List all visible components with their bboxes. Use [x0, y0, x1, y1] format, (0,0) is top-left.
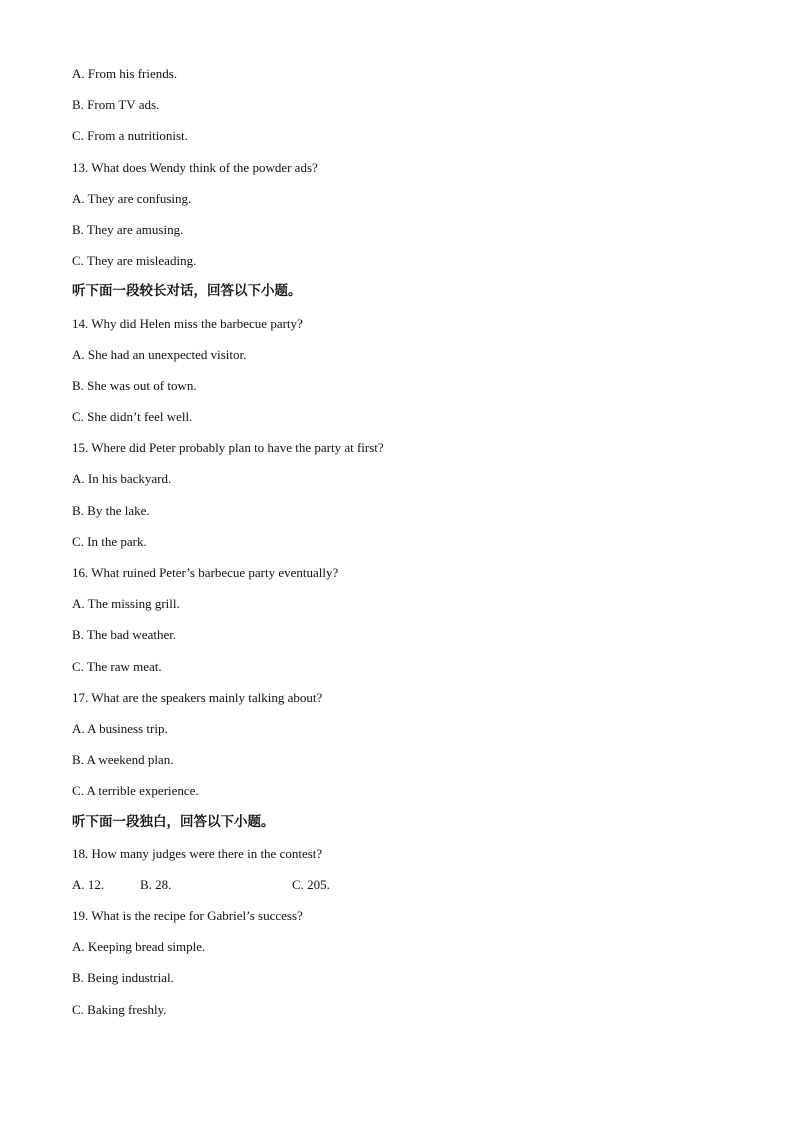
q17-option-a: A. A business trip. — [72, 720, 168, 736]
question-19: 19. What is the recipe for Gabriel’s success? — [72, 908, 303, 924]
q12-option-b: B. From TV ads. — [72, 97, 160, 113]
question-17: 17. What are the speakers mainly talking about? — [72, 689, 323, 705]
question-18: 18. How many judges were there in the contest? — [72, 845, 323, 861]
q13-option-a: A. They are confusing. — [72, 190, 192, 206]
q12-option-a: A. From his friends. — [72, 66, 178, 81]
q19-option-b: B. Being industrial. — [72, 970, 174, 986]
question-14: 14. Why did Helen miss the barbecue party? — [72, 315, 303, 331]
exam-page — [72, 66, 732, 1033]
q18-option-b: B. 28. — [140, 876, 172, 892]
q16-option-c: C. The raw meat. — [72, 658, 162, 674]
q19-option-a: A. Keeping bread simple. — [72, 939, 206, 955]
q17-option-b: B. A weekend plan. — [72, 752, 174, 768]
q15-option-c: C. In the park. — [72, 533, 147, 549]
q13-option-b: B. They are amusing. — [72, 221, 184, 237]
question-16: 16. What ruined Peter’s barbecue party eventually? — [72, 565, 339, 580]
q16-option-a: A. The missing grill. — [72, 596, 180, 612]
q14-option-b: B. She was out of town. — [72, 377, 197, 393]
q19-option-c: C. Baking freshly. — [72, 1001, 167, 1017]
question-13: 13. What does Wendy think of the powder ads? — [72, 159, 318, 175]
q16-option-b: B. The bad weather. — [72, 627, 177, 643]
question-15: 15. Where did Peter probably plan to have the party at first? — [72, 440, 384, 456]
q18-option-a: A. 12. — [72, 876, 105, 892]
q17-option-c: C. A terrible experience. — [72, 783, 199, 799]
q18-options-row — [72, 877, 732, 892]
q15-option-b: B. By the lake. — [72, 502, 150, 518]
section-heading-long-dialogue: 听下面一段较长对话，回答以下小题。 — [72, 283, 302, 300]
q12-option-c: C. From a nutritionist. — [72, 128, 188, 144]
q13-option-c: C. They are misleading. — [72, 253, 197, 269]
section-heading-monologue: 听下面一段独白，回答以下小题。 — [72, 813, 275, 830]
q18-option-c: C. 205. — [292, 876, 330, 892]
q15-option-a: A. In his backyard. — [72, 471, 172, 487]
q14-option-a: A. She had an unexpected visitor. — [72, 346, 247, 362]
q14-option-c: C. She didn’t feel well. — [72, 409, 193, 425]
